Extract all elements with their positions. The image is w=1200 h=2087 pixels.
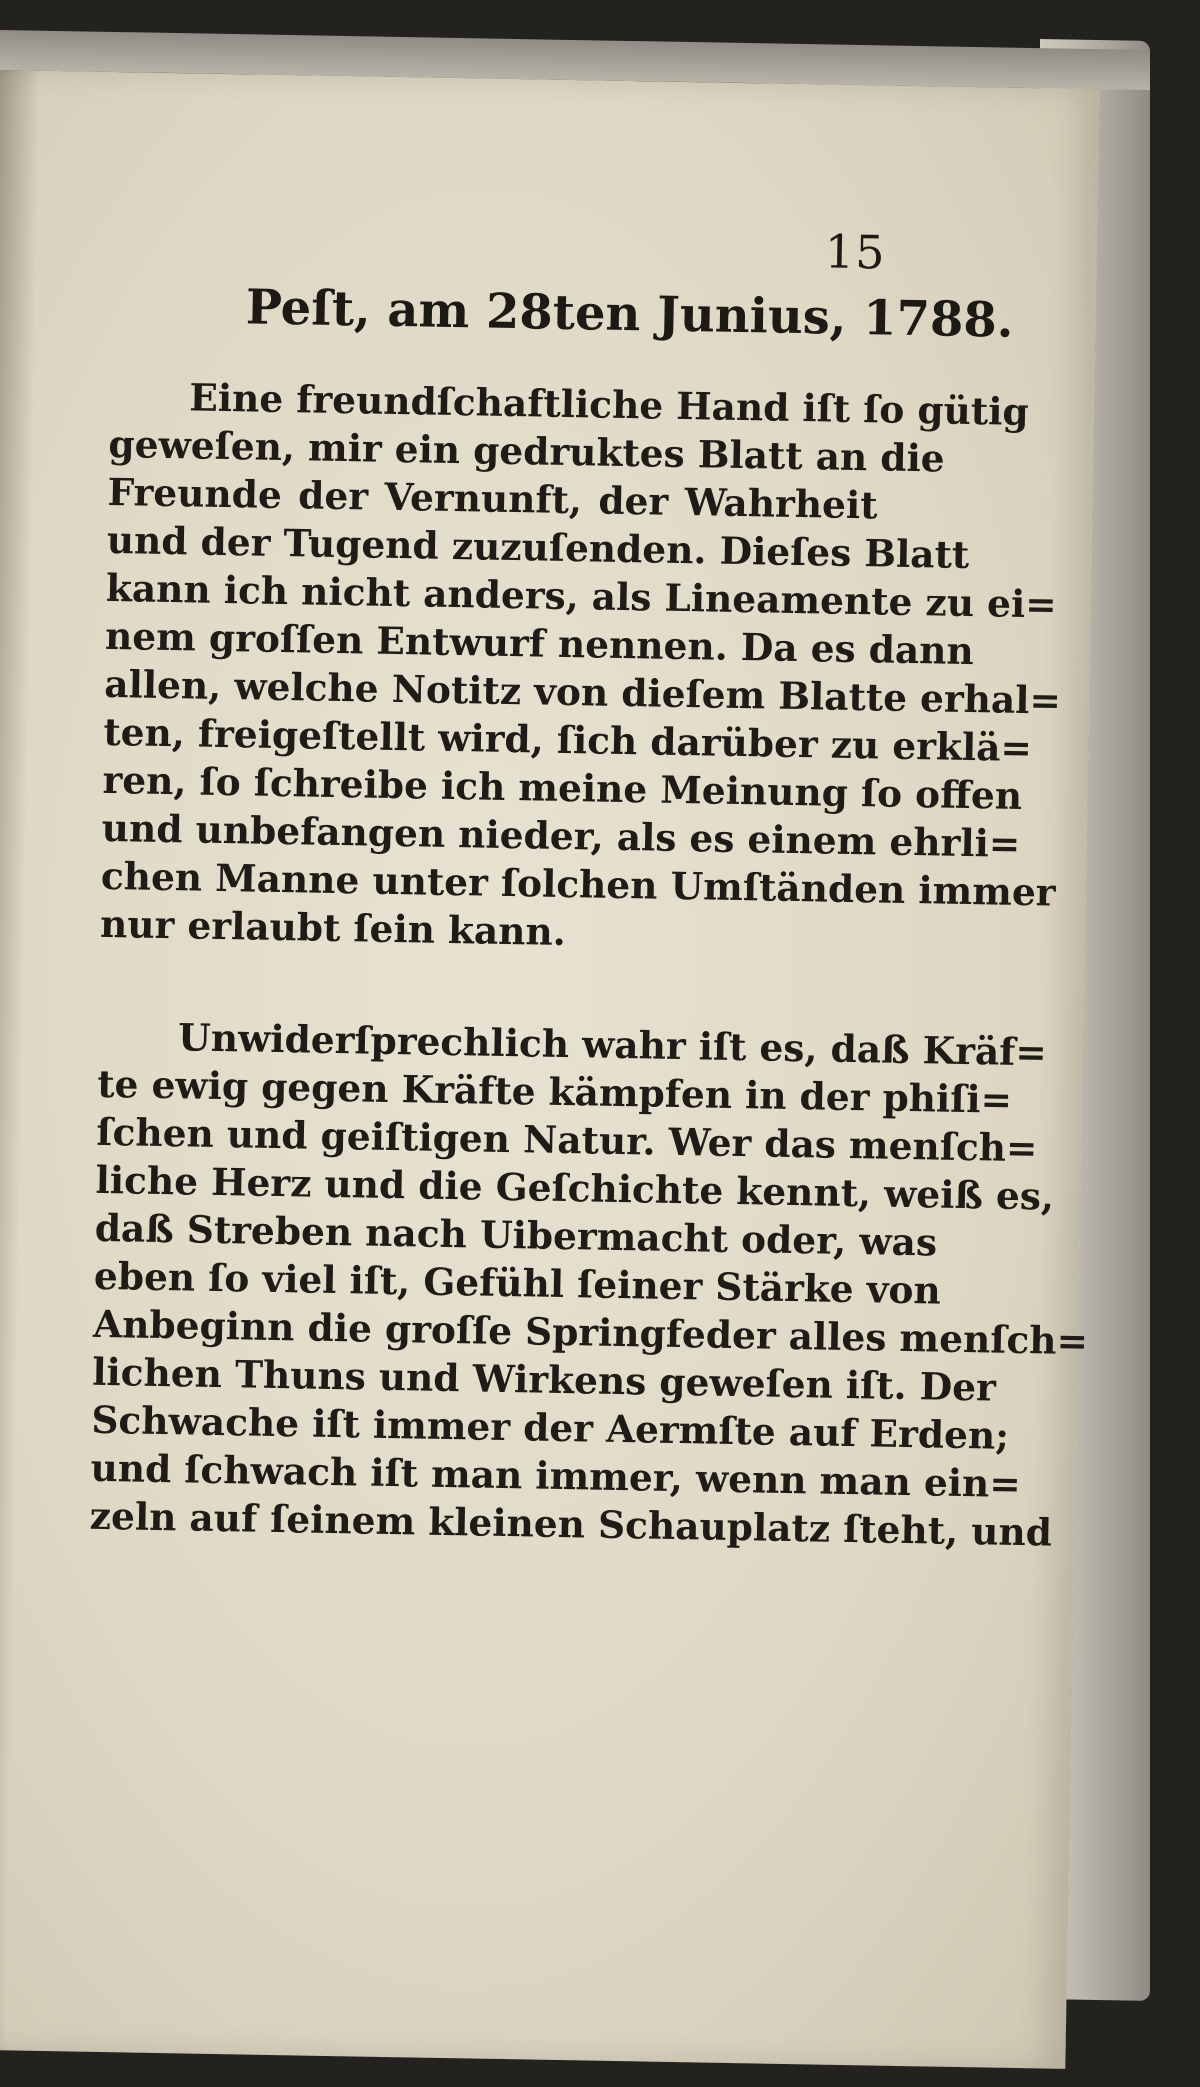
text-line: ten, freigeſtellt wird, ſich darüber zu erklä= <box>103 709 1033 771</box>
text-line: chen Manne unter ſolchen Umſtänden immer <box>100 853 1056 915</box>
text-line: allen, welche Notitz von dieſem Blatte erhal= <box>103 661 1062 723</box>
text-line: nur erlaubt ſein kann. <box>99 901 567 955</box>
paragraph-2 <box>89 1012 1089 1555</box>
binding-gutter <box>0 70 40 2050</box>
text-line: ſchen und geiſtigen Natur. Wer das menſch= <box>96 1109 1038 1171</box>
text-line: nem groſſen Entwurf nennen. Da es dann <box>104 613 975 674</box>
text-line: und ſchwach iſt man immer, wenn man ein= <box>90 1445 1022 1507</box>
book-page <box>0 70 1100 2069</box>
text-line: te ewig gegen Kräfte kämpfen in der phiſi= <box>96 1061 1013 1122</box>
text-line: kann ich nicht anders, als Lineamente zu ei= <box>105 565 1058 627</box>
text-line: Eine freundſchaftliche Hand iſt ſo gütig <box>188 375 1030 435</box>
text-line: und unbefangen nieder, als es einem ehrli= <box>101 805 1021 866</box>
text-line: eben ſo viel iſt, Gefühl ſeiner Stärke von <box>93 1253 942 1313</box>
text-line: liche Herz und die Geſchichte kennt, weiß es, <box>95 1157 1055 1219</box>
text-line: und der Tugend zuzuſenden. Dieſes Blatt <box>106 517 970 577</box>
letter-heading: Peſt, am 28ten Junius, 1788. <box>245 279 1014 349</box>
text-line: Schwache iſt immer der Aermſte auf Erden; <box>91 1397 1010 1458</box>
text-line: Freunde der Vernunft, der Wahrheit <box>107 469 878 528</box>
text-line: Anbeginn die groſſe Springfeder alles menſch= <box>92 1301 1089 1364</box>
page-number: 15 <box>824 224 886 280</box>
text-line: geweſen, mir ein gedruktes Blatt an die <box>108 421 946 481</box>
text-line: zeln auf ſeinem kleinen Schauplatz ſteht, und <box>89 1493 1053 1555</box>
text-line: daß Streben nach Uibermacht oder, was <box>94 1205 938 1265</box>
paragraph-1 <box>99 372 1062 961</box>
text-line: ren, ſo ſchreibe ich meine Meinung ſo offen <box>102 757 1023 818</box>
text-line: Unwiderſprechlich wahr iſt es, daß Kräf= <box>177 1015 1048 1075</box>
text-line: lichen Thuns und Wirkens geweſen iſt. Der <box>91 1349 997 1410</box>
